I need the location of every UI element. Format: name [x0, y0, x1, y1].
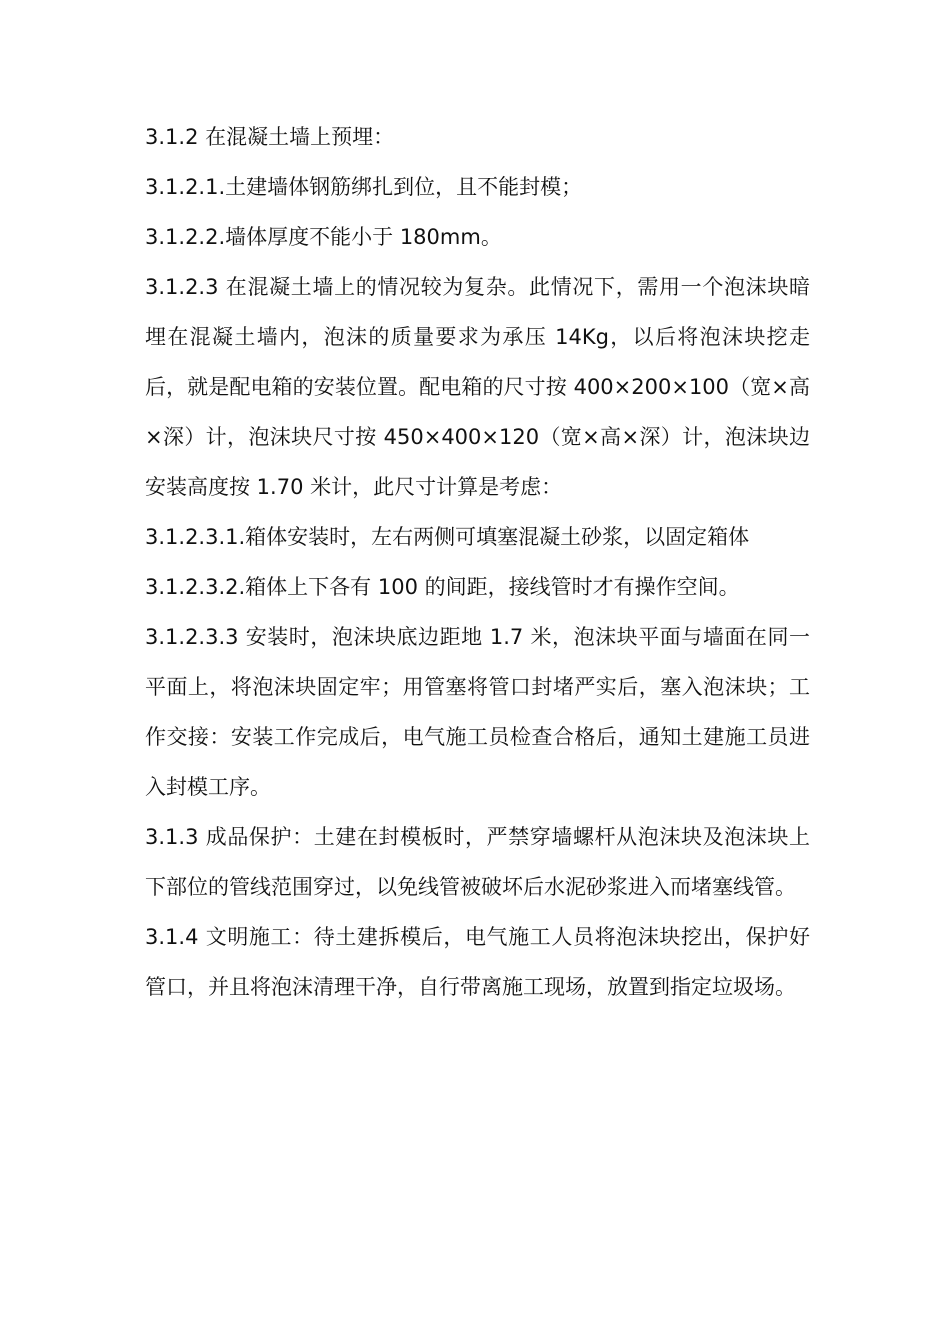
clause-3-1-2-3-2: 3.1.2.3.2.箱体上下各有 100 的间距，接线管时才有操作空间。	[145, 575, 740, 599]
section-3-1-3: 3.1.3 成品保护：土建在封模板时，严禁穿墙螺杆从泡沫块及泡沫块上下部位的管线范围穿过，以免线管被破坏后水泥砂浆进入而堵塞线管。	[145, 825, 810, 899]
clause-3-1-2-1: 3.1.2.1.土建墙体钢筋绑扎到位，且不能封模；	[145, 175, 583, 199]
document-body	[145, 112, 810, 1012]
clause-3-1-2-3: 3.1.2.3 在混凝土墙上的情况较为复杂。此情况下，需用一个泡沫块暗埋在混凝土墙内，泡沫的质量要求为承压 14Kg，以后将泡沫块挖走后，就是配电箱的安装位置。配电箱的尺寸按 400×200×100（宽×高×深）计，泡沫块尺寸按 450×400×120（宽×高×深）计，泡沫块边安装高度按 1.70 米计，此尺寸计算是考虑：	[145, 275, 810, 499]
section-3-1-2-heading: 3.1.2 在混凝土墙上预埋：	[145, 125, 395, 149]
clause-3-1-2-3-3: 3.1.2.3.3 安装时，泡沫块底边距地 1.7 米，泡沫块平面与墙面在同一平面上，将泡沫块固定牢；用管塞将管口封堵严实后，塞入泡沫块；工作交接：安装工作完成后，电气施工员检查合格后，通知土建施工员进入封模工序。	[145, 625, 810, 799]
section-3-1-4: 3.1.4 文明施工：待土建拆模后，电气施工人员将泡沫块挖出，保护好管口，并且将泡沫清理干净，自行带离施工现场，放置到指定垃圾场。	[145, 925, 810, 999]
clause-3-1-2-2: 3.1.2.2.墙体厚度不能小于 180mm。	[145, 225, 502, 249]
clause-3-1-2-3-1: 3.1.2.3.1.箱体安装时，左右两侧可填塞混凝土砂浆，以固定箱体	[145, 525, 750, 549]
